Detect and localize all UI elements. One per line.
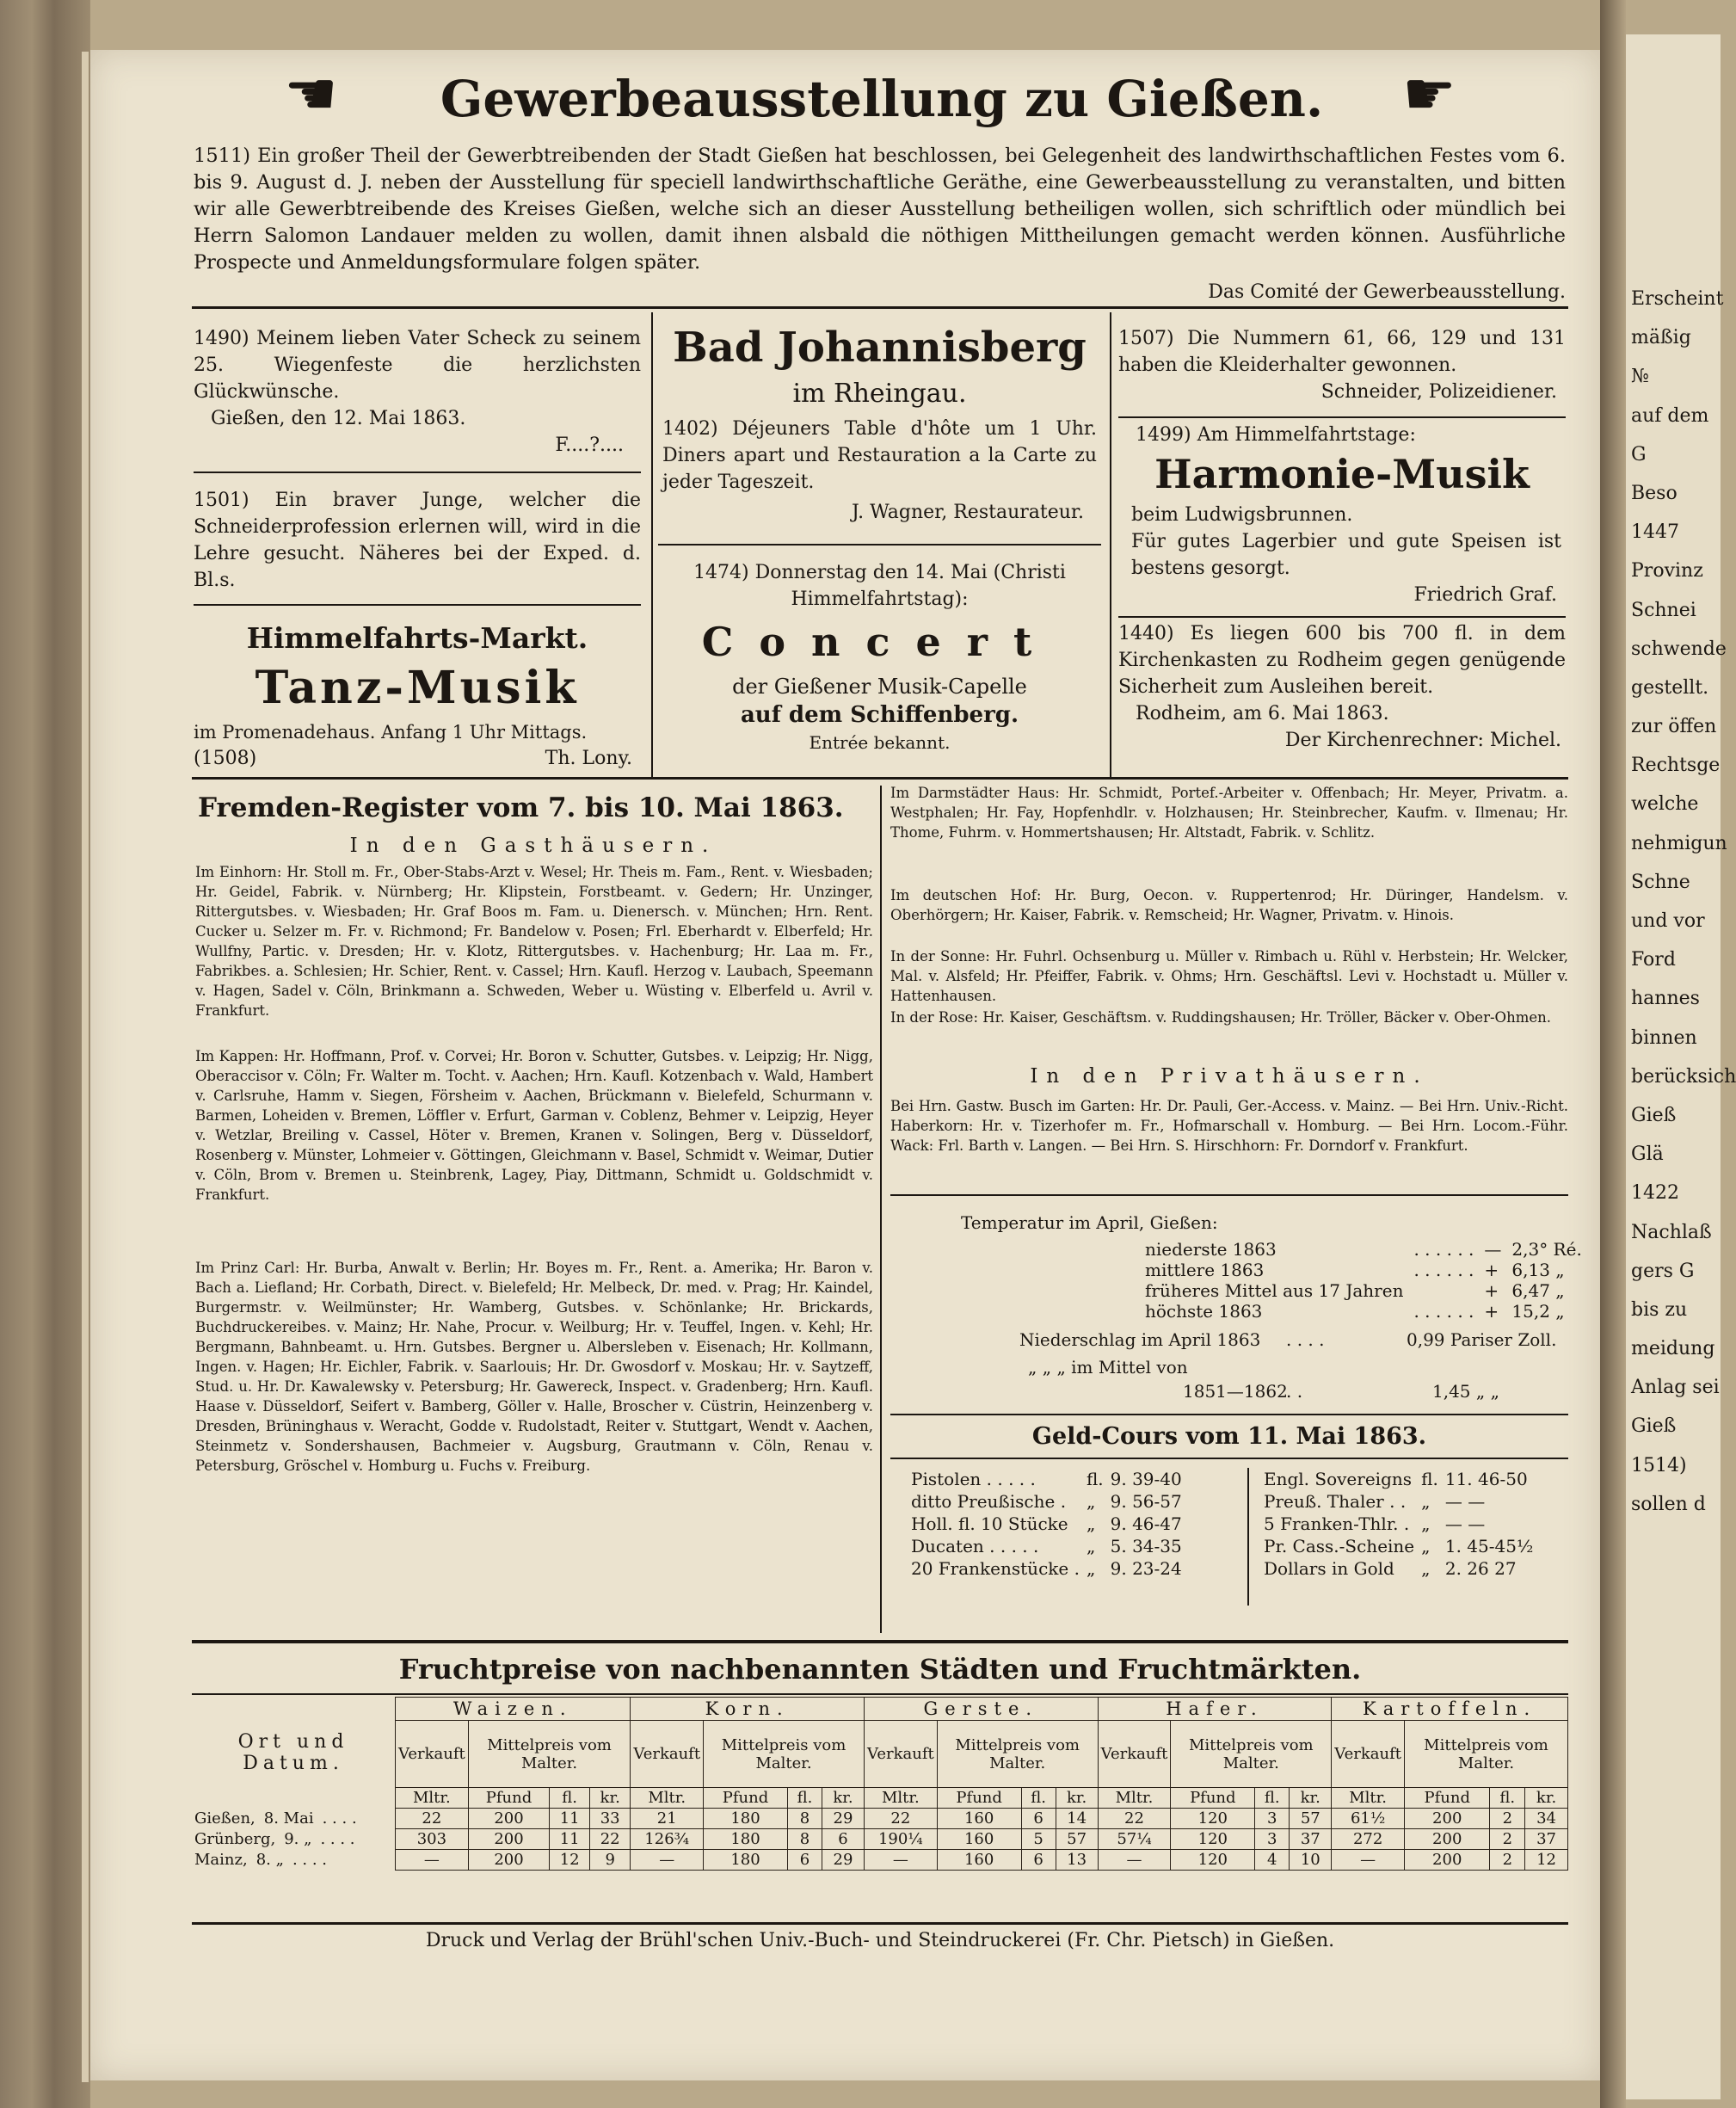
price-header: Mittelpreis vom Malter.: [704, 1721, 865, 1788]
price-cell: 120: [1171, 1850, 1255, 1871]
next-page-fragment: 1422: [1631, 1182, 1679, 1205]
divider: [192, 1693, 1568, 1695]
section-divider: [192, 777, 1568, 780]
temp-label: früheres Mittel aus 17 Jahren: [1145, 1280, 1404, 1301]
price-header: Mittelpreis vom Malter.: [937, 1721, 1098, 1788]
next-page-fragment: mäßig: [1631, 327, 1691, 349]
price-cell: 33: [590, 1809, 631, 1829]
price-cell: 272: [1332, 1829, 1405, 1850]
price-header: Mittelpreis vom Malter.: [468, 1721, 631, 1788]
register-kappen: Im Kappen: Hr. Hoffmann, Prof. v. Corvei; Hr. Boron v. Schutter, Gutsbes. v. Leipzig; Hr. Nigg, Oberaccisor v. Cöln; Fr. Walter m. Tocht. v. Aachen; Hrn. Kaufl. Kotzenbach v. Wald, Hambert v. Carlsruhe, Hamm v. Siegen, Försheim v. Aachen, Brückmann v. Bielefeld, Schurmann v. Barmen, Loheiden v. Bremen, Löffler v. Erfurt, Garman v. Coblenz, Behmer v. Leipzig, Heyer v. Wetzlar, Breiling v. Cassel, Höter v. Bremen, Kranen v. Solingen, Berg v. Düsseldorf, Rosenberg v. Münster, Lohmeier v. Göttingen, Gleichmann v. Basel, Schmidt v. Weimar, Dutier v. Cöln, Brom v. Bremen u. Steinbrenk, Lagey, Piay, Dittmann, Schmidt u. Goldschmidt v. Frankfurt.: [195, 1048, 873, 1203]
next-page-fragment: Schnei: [1631, 599, 1696, 621]
price-cell: —: [1098, 1850, 1171, 1871]
price-cell: 57: [1290, 1809, 1332, 1829]
temp-label: mittlere 1863: [1145, 1260, 1265, 1280]
price-cell: 126¾: [631, 1829, 704, 1850]
unit-header: Pfund: [937, 1788, 1021, 1809]
unit-header: Mltr.: [396, 1788, 469, 1809]
price-cell: 303: [396, 1829, 469, 1850]
sold-header: Verkauft: [396, 1721, 469, 1788]
gasthaeuser-heading: In den Gasthäusern.: [349, 835, 717, 857]
geld-rate: 2. 26 27: [1444, 1558, 1517, 1579]
geld-cours-left: [908, 1468, 1185, 1580]
divider: [890, 1414, 1568, 1415]
price-cell: 6: [1021, 1809, 1056, 1829]
geld-unit: „: [1421, 1558, 1431, 1579]
ad-1402-signature: J. Wagner, Restaurateur.: [851, 502, 1084, 523]
next-page-edge: [1626, 34, 1736, 2099]
ort-dots: . . . .: [292, 1851, 328, 1869]
temp-value: 6,47 „: [1511, 1280, 1565, 1301]
geld-row: [1260, 1513, 1536, 1535]
temp-sign: —: [1484, 1239, 1502, 1260]
next-page-fragment: Gieß: [1631, 1104, 1677, 1126]
price-cell: 200: [1405, 1829, 1490, 1850]
grain-header-waizen: Waizen.: [396, 1698, 631, 1721]
price-cell: 120: [1171, 1809, 1255, 1829]
temp-label: niederste 1863: [1145, 1239, 1277, 1260]
next-page-fragment: sollen d: [1631, 1493, 1706, 1515]
next-page-fragment: schwende: [1631, 638, 1727, 660]
ad-1402-text: 1402) Déjeuners Table d'hôte um 1 Uhr. Diners apart und Restauration a la Carte zu jeder Tageszeit.: [662, 418, 1097, 493]
price-header: Mittelpreis vom Malter.: [1171, 1721, 1332, 1788]
next-page-fragment: nehmigun: [1631, 832, 1727, 854]
next-page-fragment: Erscheint: [1631, 288, 1724, 310]
price-cell: 2: [1490, 1809, 1525, 1829]
divider: [890, 1458, 1568, 1459]
next-page-fragment: Glä: [1631, 1143, 1664, 1166]
geld-row: [908, 1535, 1185, 1557]
geld-row: [908, 1490, 1185, 1513]
ad-1508-number: (1508): [194, 748, 257, 769]
price-cell: 6: [787, 1850, 822, 1871]
mittel-dots: . .: [1286, 1381, 1303, 1402]
price-cell: 3: [1255, 1829, 1290, 1850]
price-cell: 11: [550, 1809, 590, 1829]
niederschlag-dots: . . . .: [1286, 1329, 1325, 1350]
concert-line3: auf dem Schiffenberg.: [740, 702, 1019, 728]
temperatur-row: [1140, 1280, 1587, 1301]
page-edges: [82, 52, 89, 2082]
ad-1440-place: Rodheim, am 6. Mai 1863.: [1136, 703, 1389, 724]
price-cell: 29: [822, 1809, 865, 1829]
next-page-fragment: Anlag sei: [1631, 1377, 1720, 1399]
next-page-fragment: Provinz: [1631, 560, 1703, 582]
geld-row: [1260, 1535, 1536, 1557]
temperatur-title: Temperatur im April, Gießen:: [961, 1212, 1218, 1233]
geld-row: [1260, 1490, 1536, 1513]
price-cell: 9: [590, 1850, 631, 1871]
price-cell: 190¼: [864, 1829, 937, 1850]
geld-rate: 9. 56-57: [1110, 1491, 1182, 1512]
pointing-hand-right-icon: ☛: [1402, 59, 1456, 129]
price-cell: 4: [1255, 1850, 1290, 1871]
price-cell: 200: [468, 1809, 550, 1829]
divider: [658, 544, 1101, 545]
ad-1511-signature: Das Comité der Gewerbeausstellung.: [1208, 281, 1566, 303]
temp-dots: . . . . . .: [1413, 1239, 1474, 1260]
ad-1440-signature: Der Kirchenrechner: Michel.: [1284, 730, 1561, 751]
harmonie-signature: Friedrich Graf.: [1413, 584, 1557, 606]
unit-header: kr.: [1056, 1788, 1098, 1809]
geld-unit: „: [1086, 1491, 1096, 1512]
footer-divider: [192, 1922, 1568, 1925]
fruit-price-row: [192, 1829, 1568, 1850]
unit-header: Mltr.: [1332, 1788, 1405, 1809]
price-cell: 8: [787, 1829, 822, 1850]
harmonie-line2: beim Ludwigsbrunnen.: [1131, 504, 1353, 526]
price-cell: 22: [864, 1809, 937, 1829]
geld-rate: 1. 45-45½: [1444, 1536, 1534, 1556]
concert-line2: der Gießener Musik-Capelle: [732, 675, 1027, 699]
ort-datum: 9. „: [284, 1830, 312, 1848]
divider: [1118, 616, 1566, 618]
next-page-fragment: 1514): [1631, 1454, 1687, 1476]
price-cell: 200: [1405, 1850, 1490, 1871]
markt-title: Himmelfahrts-Markt.: [246, 621, 588, 655]
fremden-register-title: Fremden-Register vom 7. bis 10. Mai 1863.: [198, 792, 844, 823]
price-cell: 3: [1255, 1809, 1290, 1829]
geld-unit: fl.: [1086, 1469, 1104, 1489]
price-cell: 57¼: [1098, 1829, 1171, 1850]
geld-unit: „: [1086, 1558, 1096, 1579]
price-cell: —: [1332, 1850, 1405, 1871]
page-title: Gewerbeausstellung zu Gießen.: [440, 70, 1324, 128]
unit-header: fl.: [1255, 1788, 1290, 1809]
price-cell: —: [631, 1850, 704, 1871]
price-cell: 200: [468, 1829, 550, 1850]
register-privathaeuser: Bei Hrn. Gastw. Busch im Garten: Hr. Dr. Pauli, Ger.-Access. v. Mainz. — Bei Hrn. Univ.-Richt. Haberkorn: Hr. v. Tizerhofer m. Fr., Hofmarschall v. Homburg. — Bei Hrn. Locom.-Führ. Wack: Frl. Barth v. Langen. — Bei Hrn. S. Hirschhorn: Fr. Dorndorf v. Frankfurt.: [890, 1098, 1568, 1154]
book-spine: [0, 0, 90, 2108]
ort-ort: Grünberg,: [194, 1830, 276, 1848]
geld-unit: „: [1421, 1513, 1431, 1534]
imprint: Druck und Verlag der Brühl'schen Univ.-Buch- und Steindruckerei (Fr. Chr. Pietsch) in Gießen.: [425, 1930, 1335, 1951]
harmonie-title: Harmonie-Musik: [1154, 451, 1530, 497]
next-page-fragment: auf dem: [1631, 404, 1709, 427]
next-page-fragment: und vor: [1631, 910, 1705, 932]
next-page-fragment: meidung: [1631, 1338, 1715, 1360]
next-page-fragment: 1447: [1631, 521, 1679, 544]
price-cell: 8: [787, 1809, 822, 1829]
ort-datum-header: Ort und Datum.: [237, 1731, 349, 1774]
geld-rate: 9. 39-40: [1110, 1469, 1182, 1489]
next-page-fragment: Gieß: [1631, 1415, 1677, 1438]
section-divider: [192, 1640, 1568, 1643]
unit-header: kr.: [1290, 1788, 1332, 1809]
ad-1474-line: 1474) Donnerstag den 14. Mai (Christi Himmelfahrtstag):: [693, 562, 1066, 610]
grain-header-korn: Korn.: [631, 1698, 865, 1721]
temp-value: 6,13 „: [1511, 1260, 1565, 1280]
concert-line4: Entrée bekannt.: [809, 732, 951, 753]
geld-coin: Holl. fl. 10 Stücke: [911, 1513, 1068, 1534]
unit-header: kr.: [590, 1788, 631, 1809]
geld-rate: — —: [1444, 1491, 1486, 1512]
temperatur-row: [1140, 1260, 1587, 1280]
price-cell: 34: [1525, 1809, 1568, 1829]
bad-johannisberg-title: Bad Johannisberg: [673, 324, 1087, 372]
register-sonne: In der Sonne: Hr. Fuhrl. Ochsenburg u. Müller v. Rimbach u. Rühl v. Herbstein; Hr. Welcker, Mal. v. Alsfeld; Hr. Pfeiffer, Fabrik. v. Ohms; Hrn. Geschäftsl. Levi v. Hochstadt u. Müller v. Hattenhausen.: [890, 948, 1568, 1004]
price-cell: 10: [1290, 1850, 1332, 1871]
header-divider: [192, 306, 1568, 309]
unit-header: fl.: [550, 1788, 590, 1809]
geld-coin: Preuß. Thaler . .: [1264, 1491, 1407, 1512]
sold-header: Verkauft: [1332, 1721, 1405, 1788]
price-cell: 160: [937, 1850, 1021, 1871]
temp-sign: +: [1484, 1301, 1499, 1322]
fruchtpreise-table: [192, 1697, 1568, 1871]
unit-header: Pfund: [704, 1788, 788, 1809]
next-page-fragment: Ford: [1631, 949, 1676, 971]
price-cell: 22: [396, 1809, 469, 1829]
divider: [890, 1194, 1568, 1196]
price-cell: 160: [937, 1829, 1021, 1850]
unit-header: Pfund: [1171, 1788, 1255, 1809]
geld-rate: — —: [1444, 1513, 1486, 1534]
temp-dots: . . . . . .: [1413, 1301, 1474, 1322]
price-cell: 13: [1056, 1850, 1098, 1871]
next-page-fragment: bis zu: [1631, 1298, 1688, 1321]
geld-row: [908, 1468, 1185, 1490]
geld-rate: 5. 34-35: [1110, 1536, 1182, 1556]
unit-header: fl.: [1490, 1788, 1525, 1809]
divider: [1118, 416, 1566, 418]
unit-header: Pfund: [468, 1788, 550, 1809]
temp-dots: . . . . . .: [1413, 1260, 1474, 1280]
price-cell: 120: [1171, 1829, 1255, 1850]
price-cell: 200: [468, 1850, 550, 1871]
geld-coin: Ducaten . . . . .: [911, 1536, 1039, 1556]
price-cell: —: [864, 1850, 937, 1871]
ort-cell: [192, 1809, 396, 1829]
price-header: Mittelpreis vom Malter.: [1405, 1721, 1568, 1788]
temperatur-row: [1140, 1301, 1587, 1322]
temp-label: höchste 1863: [1145, 1301, 1263, 1322]
ad-1507-text: 1507) Die Nummern 61, 66, 129 und 131 haben die Kleiderhalter gewonnen.: [1118, 328, 1566, 376]
price-cell: 12: [550, 1850, 590, 1871]
temp-value: 2,3° Ré.: [1511, 1239, 1582, 1260]
unit-header: fl.: [787, 1788, 822, 1809]
geld-unit: fl.: [1421, 1469, 1438, 1489]
ad-1499-line: 1499) Am Himmelfahrtstage:: [1136, 424, 1416, 446]
next-page-fragment: gers G: [1631, 1260, 1695, 1282]
unit-header: kr.: [1525, 1788, 1568, 1809]
markt-signature: Th. Lony.: [545, 748, 632, 769]
geld-coin: Dollars in Gold: [1264, 1558, 1394, 1579]
ad-1490-signature: F....?....: [555, 435, 624, 456]
fruit-price-row: [192, 1850, 1568, 1871]
unit-header: kr.: [822, 1788, 865, 1809]
temp-dots: [1408, 1280, 1479, 1301]
price-cell: 14: [1056, 1809, 1098, 1829]
column-rule: [1247, 1468, 1249, 1606]
ort-dots: . . . .: [320, 1830, 355, 1848]
divider: [194, 472, 641, 473]
geld-coin: 20 Frankenstücke .: [911, 1558, 1080, 1579]
price-cell: 11: [550, 1829, 590, 1850]
ort-ort: Gießen,: [194, 1809, 255, 1828]
mittel-value: 1,45 „ „: [1432, 1381, 1499, 1402]
temp-value: 15,2 „: [1511, 1301, 1565, 1322]
ad-1440-text: 1440) Es liegen 600 bis 700 fl. in dem Kirchenkasten zu Rodheim gegen genügende Sicherheit zum Ausleihen bereit.: [1118, 623, 1566, 698]
next-page-fragment: gestellt.: [1631, 676, 1709, 699]
ad-1490-place: Gießen, den 12. Mai 1863.: [211, 408, 466, 429]
ort-cell: [192, 1829, 396, 1850]
ad-1511-text: 1511) Ein großer Theil der Gewerbtreibenden der Stadt Gießen hat beschlossen, bei Gelegenheit des landwirthschaftlichen Festes vom 6. bis 9. August d. J. neben der Ausstellung für speciell landwirthschaftliche Geräthe, eine Gewerbeausstellung zu veranstalten, und bitten wir alle Gewerbtreibende des Kreises Gießen, welche sich an dieser Ausstellung betheiligen wollen, sich schriftlich oder mündlich bei Herrn Salomon Landauer melden zu wollen, damit ihnen alsbald die nöthigen Mittheilungen gemacht werden können. Ausführliche Prospecte und Anmeldungsformulare folgen später.: [194, 145, 1566, 274]
register-darmstaedter-haus: Im Darmstädter Haus: Hr. Schmidt, Portef.-Arbeiter v. Offenbach; Hr. Meyer, Privatm. a. Westphalen; Hr. Fay, Hopfenhdlr. v. Holzhausen; Hr. Steinbrecher, Kaufm. v. Ilmenau; Hr. Thome, Fuhrm. v. Hommertshausen; Hr. Altstadt, Fabrik. v. Schlitz.: [890, 785, 1568, 841]
newspaper-page: [90, 50, 1600, 2080]
price-cell: —: [396, 1850, 469, 1871]
column-rule: [651, 312, 653, 777]
price-cell: 5: [1021, 1829, 1056, 1850]
harmonie-text: Für gutes Lagerbier und gute Speisen ist bestens gesorgt.: [1131, 531, 1561, 579]
geld-unit: „: [1421, 1536, 1431, 1556]
price-cell: 61½: [1332, 1809, 1405, 1829]
price-cell: 22: [590, 1829, 631, 1850]
geld-unit: „: [1086, 1536, 1096, 1556]
price-cell: 160: [937, 1809, 1021, 1829]
concert-title: Concert: [701, 619, 1058, 665]
next-page-fragment: G: [1631, 443, 1647, 465]
geld-row: [908, 1513, 1185, 1535]
fruit-price-row: [192, 1809, 1568, 1829]
next-page-fragment: zur öffen: [1631, 716, 1717, 738]
temperatur-row: [1140, 1239, 1587, 1260]
niederschlag-label: Niederschlag im April 1863: [1019, 1329, 1261, 1350]
price-cell: 180: [704, 1809, 788, 1829]
price-cell: 57: [1056, 1829, 1098, 1850]
next-page-fragment: welche: [1631, 793, 1699, 816]
next-page-fragment: berücksich: [1631, 1065, 1736, 1088]
price-cell: 2: [1490, 1850, 1525, 1871]
next-page-fragment: hannes: [1631, 988, 1700, 1010]
sold-header: Verkauft: [1098, 1721, 1171, 1788]
price-cell: 29: [822, 1850, 865, 1871]
price-cell: 22: [1098, 1809, 1171, 1829]
ort-ort: Mainz,: [194, 1851, 248, 1869]
unit-header: Mltr.: [631, 1788, 704, 1809]
geld-unit: „: [1421, 1491, 1431, 1512]
ad-1501-text: 1501) Ein braver Junge, welcher die Schneiderprofession erlernen will, wird in die Lehre gesucht. Näheres bei der Exped. d. Bl.s.: [194, 490, 641, 591]
register-deutscher-hof: Im deutschen Hof: Hr. Burg, Oecon. v. Ruppertenrod; Hr. Düringer, Handelsm. v. Oberhörgern; Hr. Kaiser, Fabrik. v. Remscheid; Hr. Wagner, Privatm. v. Hinois.: [890, 887, 1568, 923]
grain-header-hafer: Hafer.: [1098, 1698, 1332, 1721]
next-page-fragment: Nachlaß: [1631, 1221, 1712, 1243]
price-cell: 200: [1405, 1809, 1490, 1829]
register-rose: In der Rose: Hr. Kaiser, Geschäftsm. v. Ruddingshausen; Hr. Tröller, Bäcker v. Ober-Ohmen.: [890, 1009, 1551, 1026]
geld-cours-title: Geld-Cours vom 11. Mai 1863.: [1031, 1423, 1427, 1450]
ort-dots: . . . .: [322, 1809, 357, 1828]
temp-sign: +: [1484, 1260, 1499, 1280]
mittel-label: „ „ „ im Mittel von: [1028, 1357, 1188, 1378]
mittel-years: 1851—1862: [1183, 1381, 1288, 1402]
divider: [194, 604, 641, 606]
geld-coin: ditto Preußische .: [911, 1491, 1067, 1512]
price-cell: 37: [1525, 1829, 1568, 1850]
niederschlag-value: 0,99 Pariser Zoll.: [1407, 1329, 1557, 1350]
unit-header: Pfund: [1405, 1788, 1490, 1809]
geld-coin: Engl. Sovereigns: [1264, 1469, 1413, 1489]
geld-rate: 11. 46-50: [1444, 1469, 1528, 1489]
price-cell: 6: [822, 1829, 865, 1850]
price-cell: 21: [631, 1809, 704, 1829]
geld-coin: Pistolen . . . . .: [911, 1469, 1036, 1489]
next-page-fragment: Schne: [1631, 871, 1690, 893]
ort-datum: 8. Mai: [263, 1809, 314, 1828]
temperatur-table: [1140, 1239, 1587, 1322]
fruchtpreise-title: Fruchtpreise von nachbenannten Städten und Fruchtmärkten.: [398, 1653, 1362, 1686]
geld-row: [1260, 1557, 1536, 1580]
register-einhorn: Im Einhorn: Hr. Stoll m. Fr., Ober-Stabs-Arzt v. Wesel; Hr. Theis m. Fam., Rent. v. Wiesbaden; Hr. Geidel, Fabrik. v. Nürnberg; Hr. Klipstein, Forstbeamt. v. Gedern; Hr. Unzinger, Rittergutsbes. v. Wiesbaden; Hr. Graf Boos m. Fam. u. Dienersch. v. München; Hrn. Rent. Cucker u. Selzer m. Fr. v. Richmond; Fr. Bandelow v. Posen; Frl. Eberhardt v. Elberfeld; Hr. Wullfny, Partic. v. Dresden; Hr. v. Klotz, Rittergutsbes. v. Hachenburg; Hr. Laa m. Fr., Fabrikbes. a. Schlesien; Hr. Schier, Rent. v. Cassel; Hrn. Kaufl. Herzog v. Laubach, Speemann v. Hagen, Sadel v. Cöln, Brinkmann a. Schweden, Weber u. Wüsting v. Elberfeld u. Avril v. Frankfurt.: [195, 864, 873, 1019]
price-cell: 37: [1290, 1829, 1332, 1850]
geld-cours-right: [1260, 1468, 1536, 1580]
ad-1490-text: 1490) Meinem lieben Vater Scheck zu seinem 25. Wiegenfeste die herzlichsten Glückwünsche.: [194, 328, 641, 403]
next-page-fragment: Rechtsge: [1631, 755, 1721, 777]
privathaeuser-heading: In den Privathäusern.: [1030, 1065, 1429, 1088]
sold-header: Verkauft: [864, 1721, 937, 1788]
geld-coin: 5 Franken-Thlr. .: [1264, 1513, 1410, 1534]
geld-rate: 9. 23-24: [1110, 1558, 1182, 1579]
ad-1507-signature: Schneider, Polizeidiener.: [1320, 381, 1557, 403]
temp-sign: +: [1484, 1280, 1499, 1301]
next-page-fragment: №: [1631, 366, 1649, 388]
price-cell: 2: [1490, 1829, 1525, 1850]
register-prinz-carl: Im Prinz Carl: Hr. Burba, Anwalt v. Berlin; Hr. Boyes m. Fr., Rent. a. Amerika; Hr. Baron v. Bach a. Liefland; Hr. Corbath, Direct. v. Bielefeld; Hr. Melbeck, Dr. med. v. Prag; Hr. Kaindel, Burgermstr. v. Weilmünster; Hr. Wamberg, Gutsbes. v. Schönlanke; Hr. Brickards, Buchdruckereibes. v. Mainz; Hr. Nahe, Procur. v. Weilburg; Hr. v. Teuffel, Ingen. v. Kehl; Hr. Bergmann, Bahnbeamt. u. Hrn. Gutsbes. Bergner u. Albersleben v. Eisenach; Hr. Kollmann, Ingen. v. Hagen; Hr. Eichler, Fabrik. v. Saarlouis; Hr. Dr. Gwosdorf v. Moskau; Hr. v. Saytzeff, Stud. u. Hr. Dr. Kawalewsky v. Petersburg; Hr. Gawereck, Inspect. v. Gradenberg; Hrn. Kaufl. Haase v. Düsseldorf, Seifert v. Bamberg, Göller v. Halle, Broscher v. Cüstrin, Heinzenberg v. Dresden, Brüninghaus v. Weracht, Godde v. Rudolstadt, Reiter v. Stuttgart, Wendt v. Aachen, Steinmetz v. Sondershausen, Bachmeier v. Augsburg, Grautmann v. Cöln, Renau v. Petersburg, Gröschel v. Homburg u. Fuchs v. Freiburg.: [195, 1260, 873, 1474]
unit-header: fl.: [1021, 1788, 1056, 1809]
geld-row: [1260, 1468, 1536, 1490]
markt-line: im Promenadehaus. Anfang 1 Uhr Mittags.: [194, 722, 588, 743]
geld-rate: 9. 46-47: [1110, 1513, 1182, 1534]
book-gutter: [1600, 0, 1626, 2108]
next-page-fragment: Beso: [1631, 482, 1678, 504]
bad-subtitle: im Rheingau.: [792, 379, 967, 409]
geld-unit: „: [1086, 1513, 1096, 1534]
tanz-musik-title: Tanz-Musik: [255, 662, 580, 714]
ort-datum: 8. „: [255, 1851, 284, 1869]
unit-header: Mltr.: [1098, 1788, 1171, 1809]
geld-coin: Pr. Cass.-Scheine: [1264, 1536, 1415, 1556]
price-cell: 6: [1021, 1850, 1056, 1871]
price-cell: 180: [704, 1850, 788, 1871]
price-cell: 180: [704, 1829, 788, 1850]
unit-header: Mltr.: [864, 1788, 937, 1809]
geld-row: [908, 1557, 1185, 1580]
sold-header: Verkauft: [631, 1721, 704, 1788]
grain-header-gerste: Gerste.: [864, 1698, 1098, 1721]
column-rule: [880, 786, 882, 1633]
grain-header-kartoffeln: Kartoffeln.: [1332, 1698, 1568, 1721]
price-cell: 12: [1525, 1850, 1568, 1871]
ort-cell: [192, 1850, 396, 1871]
column-rule: [1110, 312, 1111, 777]
pointing-hand-left-icon: ☚: [284, 59, 338, 129]
next-page-fragment: binnen: [1631, 1026, 1697, 1049]
